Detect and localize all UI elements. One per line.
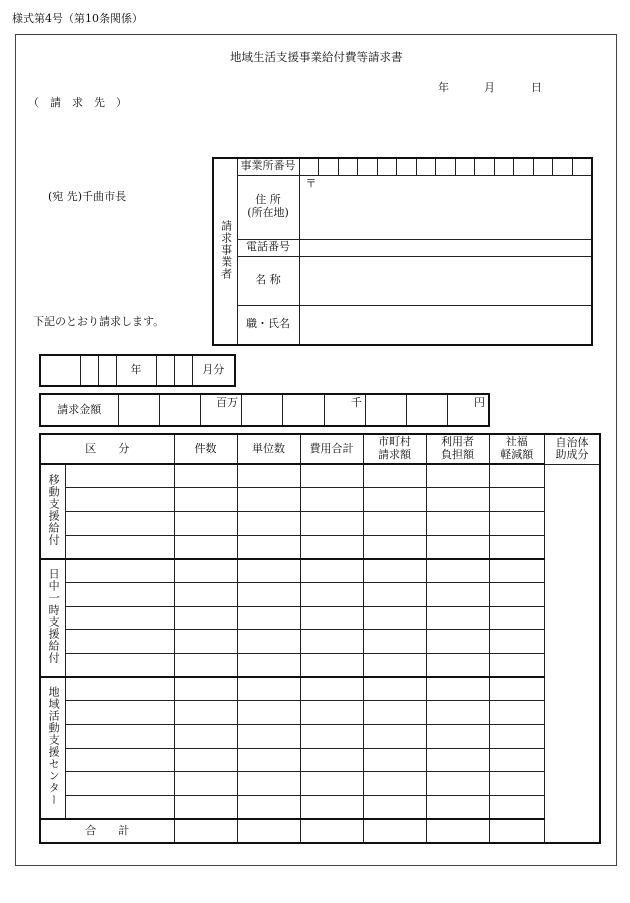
value-cell[interactable] [237, 488, 300, 512]
value-cell[interactable] [426, 796, 489, 820]
service-item-cell[interactable] [65, 582, 174, 606]
value-cell[interactable] [489, 748, 545, 772]
value-cell[interactable] [489, 582, 545, 606]
value-cell[interactable] [237, 464, 300, 488]
service-item-cell[interactable] [65, 772, 174, 796]
office-number-digit[interactable] [455, 158, 475, 175]
billing-to-label: （ 請 求 先 ） [28, 96, 127, 109]
value-cell[interactable] [426, 606, 489, 630]
value-cell[interactable] [489, 677, 545, 701]
value-cell[interactable] [426, 511, 489, 535]
value-cell[interactable] [426, 677, 489, 701]
service-item-cell[interactable] [65, 796, 174, 820]
value-cell[interactable] [174, 748, 237, 772]
office-number-label: 事業所番号 [237, 158, 299, 175]
value-cell[interactable] [237, 511, 300, 535]
amount-digit[interactable] [283, 394, 324, 426]
service-item-cell[interactable] [65, 606, 174, 630]
group-label: 地域活動支援センター [40, 677, 65, 819]
column-header: 利用者 負担額 [426, 434, 489, 464]
office-number-digit[interactable] [475, 158, 495, 175]
value-cell[interactable] [300, 748, 363, 772]
group-label: 日中一時支援給付 [40, 559, 65, 677]
value-cell[interactable] [426, 488, 489, 512]
office-number-digit[interactable] [319, 158, 339, 175]
value-cell[interactable] [174, 677, 237, 701]
date-day: 日 [531, 81, 542, 94]
total-cell[interactable] [489, 819, 545, 843]
value-cell[interactable] [426, 559, 489, 583]
value-cell[interactable] [426, 535, 489, 559]
value-cell[interactable] [489, 772, 545, 796]
value-cell[interactable] [489, 606, 545, 630]
office-number-digit[interactable] [553, 158, 573, 175]
office-number-digit[interactable] [436, 158, 456, 175]
phone-label: 電話番号 [237, 239, 299, 256]
office-number-digit[interactable] [397, 158, 417, 175]
value-cell[interactable] [489, 725, 545, 749]
value-cell[interactable] [363, 559, 426, 583]
column-header: 区 分 [40, 434, 174, 464]
million-unit: 百万 [216, 396, 239, 409]
position-name-label: 職・氏名 [237, 305, 299, 345]
service-item-cell[interactable] [65, 701, 174, 725]
value-cell[interactable] [237, 677, 300, 701]
value-cell[interactable] [174, 511, 237, 535]
value-cell[interactable] [174, 582, 237, 606]
value-cell[interactable] [363, 701, 426, 725]
value-cell[interactable] [174, 796, 237, 820]
amount-table [39, 393, 490, 427]
value-cell[interactable] [426, 582, 489, 606]
service-item-cell[interactable] [65, 748, 174, 772]
amount-digit[interactable] [324, 394, 365, 426]
total-cell[interactable] [237, 819, 300, 843]
value-cell[interactable] [489, 511, 545, 535]
form-id: 様式第4号（第10条関係） [12, 12, 143, 25]
value-cell[interactable] [237, 725, 300, 749]
value-cell[interactable] [237, 630, 300, 654]
service-item-cell[interactable] [65, 677, 174, 701]
period-year-label: 年 [116, 355, 156, 386]
value-cell[interactable] [174, 630, 237, 654]
address-field[interactable] [299, 175, 592, 239]
value-cell[interactable] [363, 535, 426, 559]
addressee: (宛 先)千曲市長 [48, 190, 127, 203]
column-header: 自治体 助成分 [545, 434, 601, 464]
service-item-cell[interactable] [65, 488, 174, 512]
value-cell[interactable] [300, 654, 363, 678]
amount-digit[interactable] [448, 394, 489, 426]
period-month-digit[interactable] [156, 355, 174, 386]
office-number-digit[interactable] [377, 158, 397, 175]
value-cell[interactable] [237, 772, 300, 796]
thousand-unit: 千 [350, 396, 362, 409]
date-month: 月 [484, 81, 495, 94]
office-number-digit[interactable] [299, 158, 319, 175]
value-cell[interactable] [237, 606, 300, 630]
value-cell[interactable] [174, 559, 237, 583]
value-cell[interactable] [174, 464, 237, 488]
amount-digit[interactable] [407, 394, 448, 426]
value-cell[interactable] [237, 748, 300, 772]
value-cell[interactable] [300, 582, 363, 606]
office-number-digit[interactable] [338, 158, 358, 175]
value-cell[interactable] [363, 725, 426, 749]
period-year-digit[interactable] [98, 355, 116, 386]
value-cell[interactable] [363, 488, 426, 512]
yen-unit: 円 [474, 396, 485, 409]
value-cell[interactable] [300, 701, 363, 725]
period-table [39, 354, 236, 387]
value-cell[interactable] [237, 796, 300, 820]
value-cell[interactable] [363, 796, 426, 820]
amount-digit[interactable] [118, 394, 159, 426]
value-cell[interactable] [426, 464, 489, 488]
amount-label: 請求金額 [40, 394, 118, 426]
claimant-group-label: 請求事業者 [213, 158, 237, 345]
value-cell[interactable] [426, 725, 489, 749]
period-month-digit[interactable] [174, 355, 192, 386]
value-cell[interactable] [363, 772, 426, 796]
value-cell[interactable] [363, 630, 426, 654]
period-month-label: 月分 [192, 355, 235, 386]
name-field[interactable] [299, 256, 592, 305]
office-number-digit[interactable] [572, 158, 592, 175]
value-cell[interactable] [174, 535, 237, 559]
value-cell[interactable] [489, 464, 545, 488]
value-cell[interactable] [489, 488, 545, 512]
total-cell[interactable] [300, 819, 363, 843]
value-cell[interactable] [489, 654, 545, 678]
value-cell[interactable] [300, 511, 363, 535]
form-title: 地域生活支援事業給付費等請求書 [230, 50, 403, 64]
value-cell[interactable] [237, 535, 300, 559]
postal-mark: 〒 [305, 176, 317, 190]
amount-digit[interactable] [159, 394, 200, 426]
value-cell[interactable] [237, 654, 300, 678]
office-number-digit[interactable] [514, 158, 534, 175]
total-cell[interactable] [426, 819, 489, 843]
value-cell[interactable] [300, 559, 363, 583]
column-header: 件数 [174, 434, 237, 464]
value-cell[interactable] [300, 488, 363, 512]
service-item-cell[interactable] [65, 464, 174, 488]
value-cell[interactable] [237, 582, 300, 606]
value-cell[interactable] [426, 630, 489, 654]
value-cell[interactable] [300, 796, 363, 820]
period-year-digit[interactable] [80, 355, 98, 386]
amount-digit[interactable] [200, 394, 241, 426]
date-year: 年 [438, 81, 449, 94]
value-cell[interactable] [489, 701, 545, 725]
column-header: 費用合計 [300, 434, 363, 464]
position-name-field[interactable] [299, 305, 592, 345]
value-cell[interactable] [300, 677, 363, 701]
value-cell[interactable] [300, 772, 363, 796]
value-cell[interactable] [174, 654, 237, 678]
value-cell[interactable] [426, 772, 489, 796]
service-item-cell[interactable] [65, 725, 174, 749]
total-label: 合 計 [40, 819, 174, 843]
address-label: 住 所 (所在地) [237, 175, 299, 239]
value-cell[interactable] [174, 606, 237, 630]
value-cell[interactable] [426, 654, 489, 678]
value-cell[interactable] [489, 630, 545, 654]
request-statement: 下記のとおり請求します。 [33, 315, 165, 328]
service-item-cell[interactable] [65, 654, 174, 678]
value-cell[interactable] [237, 559, 300, 583]
service-item-cell[interactable] [65, 559, 174, 583]
claimant-table [212, 157, 593, 346]
breakdown-table [39, 433, 601, 844]
column-header: 市町村 請求額 [363, 434, 426, 464]
value-cell[interactable] [174, 488, 237, 512]
value-cell[interactable] [363, 582, 426, 606]
value-cell[interactable] [300, 725, 363, 749]
amount-digit[interactable] [242, 394, 283, 426]
service-item-cell[interactable] [65, 535, 174, 559]
period-era-cell[interactable] [40, 355, 80, 386]
value-cell[interactable] [489, 535, 545, 559]
value-cell[interactable] [363, 606, 426, 630]
value-cell[interactable] [300, 464, 363, 488]
amount-digit[interactable] [365, 394, 406, 426]
column-header: 単位数 [237, 434, 300, 464]
office-number-digit[interactable] [494, 158, 514, 175]
value-cell[interactable] [426, 701, 489, 725]
value-cell[interactable] [174, 725, 237, 749]
group-label: 移動支援給付 [40, 464, 65, 559]
office-number-digit[interactable] [358, 158, 378, 175]
service-item-cell[interactable] [65, 511, 174, 535]
value-cell[interactable] [237, 701, 300, 725]
value-cell[interactable] [489, 796, 545, 820]
column-header: 社福 軽減額 [489, 434, 545, 464]
value-cell[interactable] [363, 748, 426, 772]
total-cell[interactable] [174, 819, 237, 843]
service-item-cell[interactable] [65, 630, 174, 654]
phone-field[interactable] [299, 239, 592, 256]
value-cell[interactable] [300, 606, 363, 630]
office-number-digit[interactable] [533, 158, 553, 175]
value-cell[interactable] [426, 748, 489, 772]
value-cell[interactable] [300, 630, 363, 654]
total-cell[interactable] [363, 819, 426, 843]
value-cell[interactable] [174, 701, 237, 725]
name-label: 名 称 [237, 256, 299, 305]
value-cell[interactable] [489, 559, 545, 583]
office-number-digit[interactable] [416, 158, 436, 175]
value-cell[interactable] [363, 511, 426, 535]
value-cell[interactable] [363, 654, 426, 678]
value-cell[interactable] [363, 677, 426, 701]
value-cell[interactable] [174, 772, 237, 796]
value-cell[interactable] [300, 535, 363, 559]
value-cell[interactable] [363, 464, 426, 488]
